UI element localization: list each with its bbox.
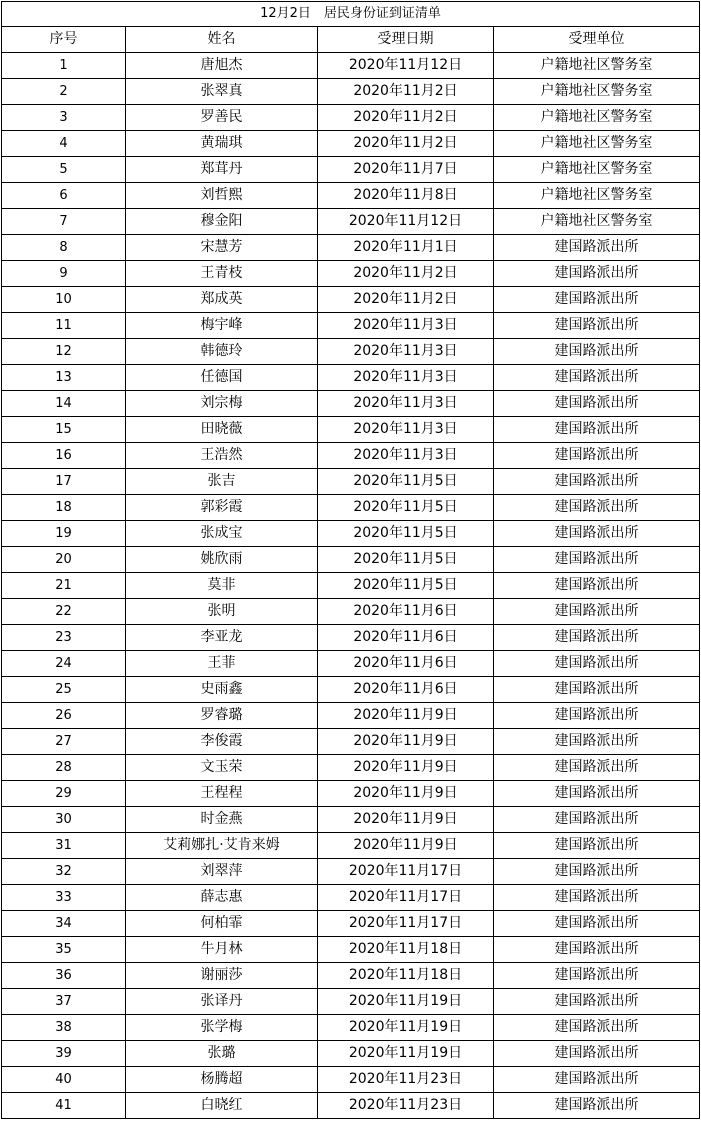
table-row — [2, 261, 700, 287]
cell-no: 23 — [2, 625, 126, 651]
table-row — [2, 833, 700, 859]
cell-no: 9 — [2, 261, 126, 287]
cell-name: 姚欣雨 — [126, 547, 318, 573]
table-row — [2, 599, 700, 625]
cell-no: 13 — [2, 365, 126, 391]
cell-name: 罗善民 — [126, 105, 318, 131]
cell-unit: 建国路派出所 — [494, 547, 700, 573]
table-row — [2, 235, 700, 261]
table-body — [2, 53, 700, 1119]
title-row — [2, 2, 700, 27]
cell-no: 28 — [2, 755, 126, 781]
cell-no: 31 — [2, 833, 126, 859]
cell-name: 郑茸丹 — [126, 157, 318, 183]
cell-name: 文玉荣 — [126, 755, 318, 781]
cell-unit: 建国路派出所 — [494, 1015, 700, 1041]
table-row — [2, 391, 700, 417]
cell-name: 郑成英 — [126, 287, 318, 313]
cell-name: 刘哲熙 — [126, 183, 318, 209]
cell-unit: 户籍地社区警务室 — [494, 157, 700, 183]
cell-no: 33 — [2, 885, 126, 911]
cell-name: 张璐 — [126, 1041, 318, 1067]
cell-unit: 建国路派出所 — [494, 989, 700, 1015]
cell-date: 2020年11月3日 — [318, 417, 494, 443]
cell-no: 36 — [2, 963, 126, 989]
cell-date: 2020年11月5日 — [318, 469, 494, 495]
cell-unit: 建国路派出所 — [494, 1067, 700, 1093]
cell-name: 白晓红 — [126, 1093, 318, 1119]
cell-unit: 户籍地社区警务室 — [494, 105, 700, 131]
cell-no: 10 — [2, 287, 126, 313]
cell-name: 宋慧芳 — [126, 235, 318, 261]
cell-no: 27 — [2, 729, 126, 755]
cell-unit: 建国路派出所 — [494, 391, 700, 417]
table-row — [2, 131, 700, 157]
cell-unit: 建国路派出所 — [494, 495, 700, 521]
cell-date: 2020年11月9日 — [318, 703, 494, 729]
table-row — [2, 625, 700, 651]
cell-no: 32 — [2, 859, 126, 885]
cell-date: 2020年11月2日 — [318, 287, 494, 313]
cell-no: 26 — [2, 703, 126, 729]
cell-unit: 建国路派出所 — [494, 885, 700, 911]
cell-date: 2020年11月9日 — [318, 781, 494, 807]
cell-date: 2020年11月9日 — [318, 755, 494, 781]
cell-no: 16 — [2, 443, 126, 469]
cell-date: 2020年11月12日 — [318, 209, 494, 235]
table-row — [2, 209, 700, 235]
cell-no: 8 — [2, 235, 126, 261]
table-row — [2, 79, 700, 105]
cell-unit: 户籍地社区警务室 — [494, 53, 700, 79]
cell-date: 2020年11月1日 — [318, 235, 494, 261]
cell-unit: 建国路派出所 — [494, 313, 700, 339]
cell-date: 2020年11月17日 — [318, 859, 494, 885]
cell-no: 4 — [2, 131, 126, 157]
cell-name: 张译丹 — [126, 989, 318, 1015]
cell-name: 张明 — [126, 599, 318, 625]
header-date: 受理日期 — [318, 27, 494, 53]
cell-no: 7 — [2, 209, 126, 235]
cell-date: 2020年11月19日 — [318, 1015, 494, 1041]
cell-no: 34 — [2, 911, 126, 937]
cell-name: 李俊霞 — [126, 729, 318, 755]
cell-unit: 建国路派出所 — [494, 677, 700, 703]
cell-no: 6 — [2, 183, 126, 209]
cell-name: 杨腾超 — [126, 1067, 318, 1093]
cell-unit: 建国路派出所 — [494, 911, 700, 937]
cell-unit: 建国路派出所 — [494, 443, 700, 469]
cell-date: 2020年11月5日 — [318, 547, 494, 573]
cell-unit: 建国路派出所 — [494, 1041, 700, 1067]
table-row — [2, 885, 700, 911]
cell-name: 张翠真 — [126, 79, 318, 105]
cell-date: 2020年11月3日 — [318, 391, 494, 417]
cell-name: 牛月林 — [126, 937, 318, 963]
cell-date: 2020年11月2日 — [318, 131, 494, 157]
cell-date: 2020年11月19日 — [318, 989, 494, 1015]
table-row — [2, 937, 700, 963]
cell-date: 2020年11月8日 — [318, 183, 494, 209]
cell-date: 2020年11月17日 — [318, 911, 494, 937]
cell-no: 25 — [2, 677, 126, 703]
certificate-table — [1, 1, 700, 1119]
cell-date: 2020年11月17日 — [318, 885, 494, 911]
cell-date: 2020年11月12日 — [318, 53, 494, 79]
cell-name: 刘宗梅 — [126, 391, 318, 417]
cell-date: 2020年11月9日 — [318, 807, 494, 833]
cell-date: 2020年11月23日 — [318, 1067, 494, 1093]
cell-no: 15 — [2, 417, 126, 443]
cell-no: 5 — [2, 157, 126, 183]
cell-unit: 建国路派出所 — [494, 963, 700, 989]
table-row — [2, 677, 700, 703]
cell-no: 38 — [2, 1015, 126, 1041]
table-row — [2, 183, 700, 209]
cell-no: 19 — [2, 521, 126, 547]
cell-no: 2 — [2, 79, 126, 105]
table-row — [2, 443, 700, 469]
cell-name: 唐旭杰 — [126, 53, 318, 79]
cell-date: 2020年11月23日 — [318, 1093, 494, 1119]
table-row — [2, 703, 700, 729]
cell-no: 3 — [2, 105, 126, 131]
cell-name: 郭彩霞 — [126, 495, 318, 521]
cell-name: 张学梅 — [126, 1015, 318, 1041]
cell-no: 18 — [2, 495, 126, 521]
cell-name: 梅宇峰 — [126, 313, 318, 339]
cell-unit: 建国路派出所 — [494, 1093, 700, 1119]
cell-no: 35 — [2, 937, 126, 963]
table-row — [2, 781, 700, 807]
cell-date: 2020年11月7日 — [318, 157, 494, 183]
cell-unit: 建国路派出所 — [494, 521, 700, 547]
cell-date: 2020年11月9日 — [318, 729, 494, 755]
cell-unit: 建国路派出所 — [494, 261, 700, 287]
cell-name: 罗睿璐 — [126, 703, 318, 729]
table-row — [2, 1041, 700, 1067]
cell-unit: 户籍地社区警务室 — [494, 131, 700, 157]
table-row — [2, 365, 700, 391]
cell-name: 史雨鑫 — [126, 677, 318, 703]
cell-name: 谢丽莎 — [126, 963, 318, 989]
cell-unit: 建国路派出所 — [494, 807, 700, 833]
cell-date: 2020年11月2日 — [318, 105, 494, 131]
table-row — [2, 1093, 700, 1119]
cell-no: 1 — [2, 53, 126, 79]
cell-name: 张吉 — [126, 469, 318, 495]
cell-no: 40 — [2, 1067, 126, 1093]
cell-date: 2020年11月18日 — [318, 963, 494, 989]
table-row — [2, 807, 700, 833]
cell-unit: 建国路派出所 — [494, 833, 700, 859]
table-row — [2, 417, 700, 443]
header-row — [2, 27, 700, 53]
table-row — [2, 651, 700, 677]
cell-name: 王菲 — [126, 651, 318, 677]
cell-unit: 户籍地社区警务室 — [494, 209, 700, 235]
cell-name: 薛志惠 — [126, 885, 318, 911]
cell-date: 2020年11月2日 — [318, 79, 494, 105]
table-row — [2, 989, 700, 1015]
cell-unit: 建国路派出所 — [494, 755, 700, 781]
cell-no: 17 — [2, 469, 126, 495]
table-row — [2, 755, 700, 781]
cell-date: 2020年11月19日 — [318, 1041, 494, 1067]
cell-date: 2020年11月5日 — [318, 573, 494, 599]
table-row — [2, 1015, 700, 1041]
cell-unit: 建国路派出所 — [494, 469, 700, 495]
table-row — [2, 339, 700, 365]
table-row — [2, 1067, 700, 1093]
cell-unit: 建国路派出所 — [494, 417, 700, 443]
cell-name: 王程程 — [126, 781, 318, 807]
cell-unit: 建国路派出所 — [494, 287, 700, 313]
cell-date: 2020年11月18日 — [318, 937, 494, 963]
cell-name: 时金燕 — [126, 807, 318, 833]
cell-date: 2020年11月9日 — [318, 833, 494, 859]
cell-no: 37 — [2, 989, 126, 1015]
cell-unit: 建国路派出所 — [494, 729, 700, 755]
cell-unit: 户籍地社区警务室 — [494, 79, 700, 105]
cell-name: 王青枝 — [126, 261, 318, 287]
cell-name: 田晓薇 — [126, 417, 318, 443]
header-no: 序号 — [2, 27, 126, 53]
table-row — [2, 313, 700, 339]
cell-no: 30 — [2, 807, 126, 833]
cell-date: 2020年11月3日 — [318, 365, 494, 391]
sheet-title: 12月2日 居民身份证到证清单 — [2, 2, 700, 27]
cell-no: 21 — [2, 573, 126, 599]
cell-unit: 建国路派出所 — [494, 599, 700, 625]
cell-no: 14 — [2, 391, 126, 417]
cell-date: 2020年11月6日 — [318, 677, 494, 703]
cell-date: 2020年11月5日 — [318, 495, 494, 521]
cell-name: 莫非 — [126, 573, 318, 599]
cell-date: 2020年11月6日 — [318, 599, 494, 625]
cell-name: 李亚龙 — [126, 625, 318, 651]
table-row — [2, 547, 700, 573]
table-row — [2, 105, 700, 131]
cell-no: 12 — [2, 339, 126, 365]
table-row — [2, 495, 700, 521]
cell-date: 2020年11月3日 — [318, 339, 494, 365]
cell-no: 29 — [2, 781, 126, 807]
table-row — [2, 521, 700, 547]
cell-date: 2020年11月3日 — [318, 313, 494, 339]
header-unit: 受理单位 — [494, 27, 700, 53]
cell-date: 2020年11月6日 — [318, 651, 494, 677]
cell-no: 39 — [2, 1041, 126, 1067]
cell-unit: 户籍地社区警务室 — [494, 183, 700, 209]
table-row — [2, 729, 700, 755]
table-row — [2, 53, 700, 79]
cell-date: 2020年11月2日 — [318, 261, 494, 287]
cell-date: 2020年11月6日 — [318, 625, 494, 651]
cell-name: 任德国 — [126, 365, 318, 391]
table-row — [2, 469, 700, 495]
cell-name: 张成宝 — [126, 521, 318, 547]
cell-date: 2020年11月3日 — [318, 443, 494, 469]
cell-no: 20 — [2, 547, 126, 573]
cell-date: 2020年11月5日 — [318, 521, 494, 547]
table-row — [2, 911, 700, 937]
cell-name: 韩德玲 — [126, 339, 318, 365]
cell-name: 王浩然 — [126, 443, 318, 469]
cell-no: 24 — [2, 651, 126, 677]
cell-name: 穆金阳 — [126, 209, 318, 235]
cell-no: 11 — [2, 313, 126, 339]
table-row — [2, 287, 700, 313]
cell-unit: 建国路派出所 — [494, 937, 700, 963]
cell-unit: 建国路派出所 — [494, 781, 700, 807]
cell-unit: 建国路派出所 — [494, 651, 700, 677]
cell-name: 何柏霏 — [126, 911, 318, 937]
cell-name: 刘翠萍 — [126, 859, 318, 885]
cell-no: 22 — [2, 599, 126, 625]
cell-no: 41 — [2, 1093, 126, 1119]
cell-name: 黄瑞琪 — [126, 131, 318, 157]
table-row — [2, 573, 700, 599]
cell-unit: 建国路派出所 — [494, 235, 700, 261]
cell-unit: 建国路派出所 — [494, 625, 700, 651]
cell-unit: 建国路派出所 — [494, 339, 700, 365]
cell-name: 艾莉娜扎·艾肯来姆 — [126, 833, 318, 859]
cell-unit: 建国路派出所 — [494, 365, 700, 391]
table-row — [2, 157, 700, 183]
cell-unit: 建国路派出所 — [494, 703, 700, 729]
table-row — [2, 963, 700, 989]
cell-unit: 建国路派出所 — [494, 859, 700, 885]
table-row — [2, 859, 700, 885]
cell-unit: 建国路派出所 — [494, 573, 700, 599]
header-name: 姓名 — [126, 27, 318, 53]
